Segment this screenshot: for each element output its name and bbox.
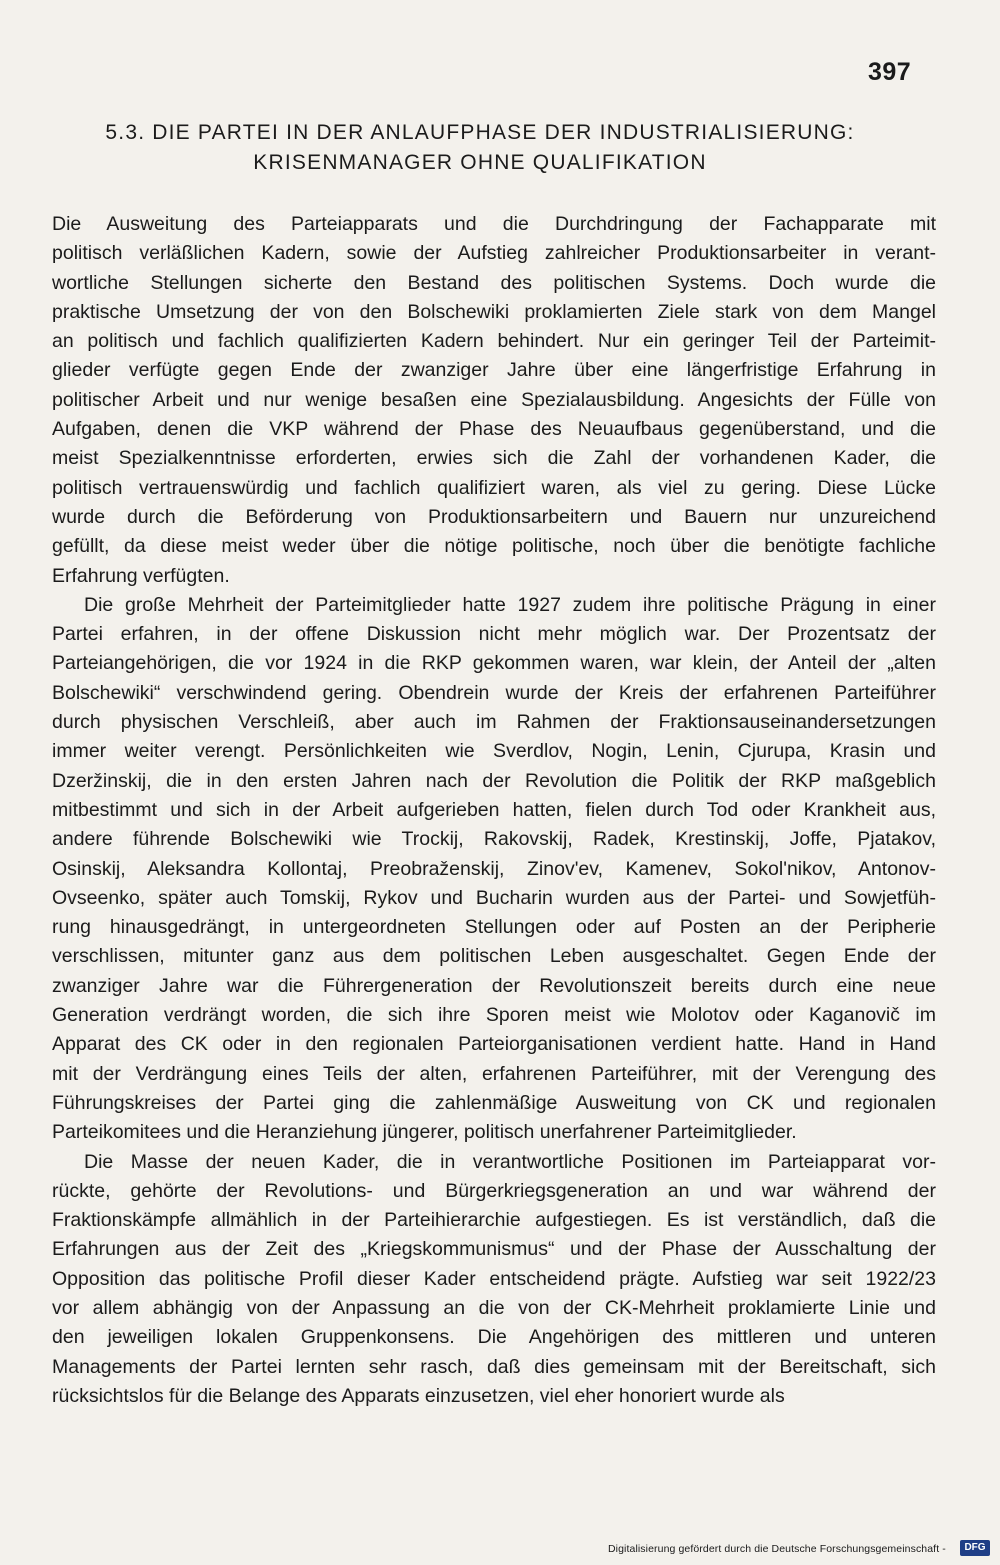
- text-line: Partei erfahren, in der offene Diskussion nicht mehr möglich war. Der Prozentsatz der: [52, 623, 936, 646]
- text-line: wortliche Stellungen sicherte den Bestand des politischen Systems. Doch wurde die: [52, 271, 936, 294]
- heading-line-1: 5.3. DIE PARTEI IN DER ANLAUFPHASE DER INDUSTRIALISIERUNG:: [105, 121, 855, 144]
- text-line: den jeweiligen lokalen Gruppenkonsens. Die Angehörigen des mittleren und unteren: [52, 1326, 936, 1349]
- text-line: an politisch und fachlich qualifizierten Kadern behindert. Nur ein geringer Teil der Parteimit-: [52, 330, 936, 353]
- text-line: Ovseenko, später auch Tomskij, Rykov und Bucharin wurden aus der Partei- und Sowjetfüh-: [52, 886, 936, 909]
- dfg-logo: DFG: [960, 1540, 990, 1556]
- text-line: gefüllt, da diese meist weder über die nötige politische, noch über die benötigte fachliche: [52, 535, 936, 558]
- text-line: glieder verfügte gegen Ende der zwanziger Jahre über eine längerfristige Erfahrung in: [52, 359, 936, 382]
- paragraph-start-line: Die Masse der neuen Kader, die in verantwortliche Positionen im Parteiapparat vor-: [84, 1150, 936, 1173]
- text-line: Osinskij, Aleksandra Kollontaj, Preobraženskij, Zinov'ev, Kamenev, Sokol'nikov, Antonov-: [52, 857, 936, 880]
- heading-line-2: KRISENMANAGER OHNE QUALIFIKATION: [253, 151, 707, 174]
- text-line: politischer Arbeit und nur wenige besaßen eine Spezialausbildung. Angesichts der Fülle von: [52, 388, 936, 411]
- paragraph-start-line: Die große Mehrheit der Parteimitglieder hatte 1927 zudem ihre politische Prägung in einer: [84, 593, 936, 616]
- text-line: Apparat des CK oder in den regionalen Parteiorganisationen verdient hatte. Hand in Hand: [52, 1033, 936, 1056]
- text-line: Parteikomitees und die Heranziehung jüngerer, politisch unerfahrener Parteimitglieder.: [52, 1121, 797, 1144]
- text-line: Bolschewiki“ verschwindend gering. Obendrein wurde der Kreis der erfahrenen Parteiführer: [52, 681, 936, 704]
- text-line: rücksichtslos für die Belange des Apparats einzusetzen, viel eher honoriert wurde als: [52, 1384, 785, 1407]
- text-line: meist Spezialkenntnisse erforderten, erwies sich die Zahl der vorhandenen Kader, die: [52, 447, 936, 470]
- text-line: Erfahrung verfügten.: [52, 564, 230, 587]
- text-line: mit der Verdrängung eines Teils der alten, erfahrenen Parteiführer, mit der Verengung des: [52, 1062, 936, 1085]
- text-line: zwanziger Jahre war die Führergeneration der Revolutionszeit bereits durch eine neue: [52, 974, 936, 997]
- text-line: Erfahrungen aus der Zeit des „Kriegskommunismus“ und der Phase der Ausschaltung der: [52, 1238, 936, 1261]
- text-line: durch physischen Verschleiß, aber auch im Rahmen der Fraktionsauseinandersetzungen: [52, 711, 936, 734]
- paragraph-start-line: Die Ausweitung des Parteiapparats und die Durchdringung der Fachapparate mit: [52, 213, 936, 235]
- body-text: [52, 210, 936, 1411]
- section-heading: [60, 118, 900, 178]
- text-line: Fraktionskämpfe allmählich in der Parteihierarchie aufgestiegen. Es ist verständlich, daß die: [52, 1209, 936, 1232]
- text-line: verschlissen, mitunter ganz aus dem politischen Leben ausgeschaltet. Gegen Ende der: [52, 945, 936, 968]
- text-line: wurde durch die Beförderung von Produktionsarbeitern und Bauern nur unzureichend: [52, 505, 936, 528]
- text-line: immer weiter verengt. Persönlichkeiten wie Sverdlov, Nogin, Lenin, Cjurupa, Krasin und: [52, 740, 936, 763]
- digitization-credit: Digitalisierung gefördert durch die Deutsche Forschungsgemeinschaft -: [608, 1543, 946, 1555]
- text-line: Führungskreises der Partei ging die zahlenmäßige Ausweitung von CK und regionalen: [52, 1091, 936, 1114]
- text-line: politisch vertrauenswürdig und fachlich qualifiziert waren, als viel zu gering. Diese Lücke: [52, 476, 936, 499]
- text-line: Generation verdrängt worden, die sich ihre Sporen meist wie Molotov oder Kaganovič im: [52, 1004, 936, 1027]
- text-line: Managements der Partei lernten sehr rasch, daß dies gemeinsam mit der Bereitschaft, sich: [52, 1355, 936, 1378]
- text-line: vor allem abhängig von der Anpassung an die von der CK-Mehrheit proklamierte Linie und: [52, 1296, 936, 1319]
- text-line: Opposition das politische Profil dieser Kader entscheidend prägte. Aufstieg war seit 1922/23: [52, 1267, 936, 1290]
- text-line: rückte, gehörte der Revolutions- und Bürgerkriegsgeneration an und war während der: [52, 1179, 936, 1202]
- text-line: mitbestimmt und sich in der Arbeit aufgerieben hatten, fielen durch Tod oder Krankheit aus,: [52, 798, 936, 821]
- text-line: Parteiangehörigen, die vor 1924 in die RKP gekommen waren, war klein, der Anteil der „alten: [52, 652, 936, 675]
- text-line: andere führende Bolschewiki wie Trockij, Rakovskij, Radek, Krestinskij, Joffe, Pjatakov,: [52, 828, 936, 851]
- page-number: 397: [868, 58, 912, 86]
- text-line: Dzeržinskij, die in den ersten Jahren nach der Revolution die Politik der RKP maßgeblich: [52, 769, 936, 792]
- text-line: praktische Umsetzung der von den Bolschewiki proklamierten Ziele stark von dem Mangel: [52, 300, 936, 323]
- text-line: rung hinausgedrängt, in untergeordneten Stellungen oder auf Posten an der Peripherie: [52, 916, 936, 939]
- text-line: Aufgaben, denen die VKP während der Phase des Neuaufbaus gegenüberstand, und die: [52, 418, 936, 441]
- text-line: politisch verläßlichen Kadern, sowie der Aufstieg zahlreicher Produktionsarbeiter in verant-: [52, 242, 936, 265]
